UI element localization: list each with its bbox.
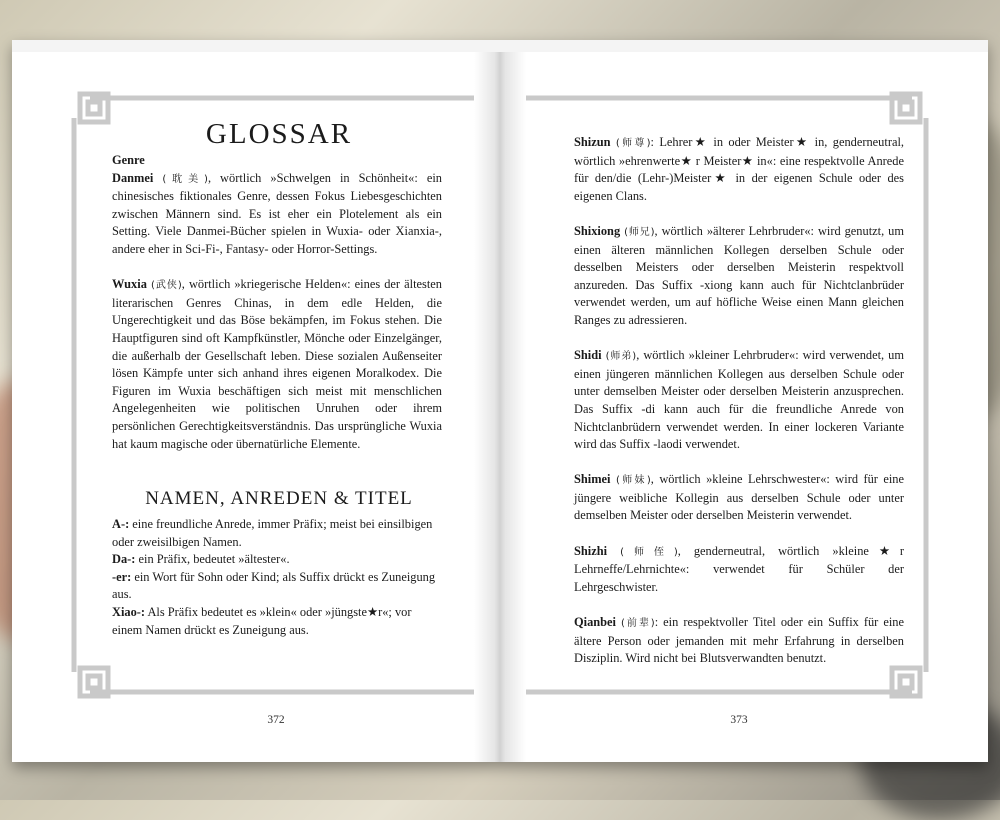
affix-entry-a: A-: eine freundliche Anrede, immer Präfix; meist bei einsilbigen oder zweisilbigen Namen. bbox=[112, 517, 433, 549]
affix-entry-da: Da-: ein Präfix, bedeutet »ältester«. bbox=[112, 552, 290, 567]
page-number-left: 372 bbox=[267, 714, 285, 726]
glossary-entry-wuxia: Wuxia (武侠), wörtlich »kriegerische Helden«: eines der ältesten literarischen Genres Chinas, in dem edle Helden, die Ungerechtigkeit und das Böse bekämpfen, im Fokus stehen. Die Hauptfiguren sind oft Kampfkünstler, Mönche oder Einzelgänger, die außerhalb der Gesellschaft leben. Diese sozialen Außenseiter lösen Kämpfe unter sich anhand ihres eigenen Moralkodex. Die Figuren im Wuxia beschäftigen sich meist mit menschlichen Angelegenheiten wie politischen Unruhen oder ihrem persönlichen Gerechtigkeitsverständnis. Das ursprüngliche Wuxia hat kaum magische oder übernatürliche Elemente. bbox=[112, 277, 442, 451]
open-book bbox=[12, 40, 988, 762]
glossary-entry-shizun: Shizun (师尊): Lehrer★ in oder Meister★ in, genderneutral, wörtlich »ehrenwerte★ r Meister★ in«: eine respektvolle Anrede für den/die (Lehr-)Meister★ in der eigenen Schule oder des eigenen Clans. bbox=[574, 135, 904, 203]
right-glossary bbox=[574, 134, 904, 668]
glossary-entry-shidi: Shidi (师弟), wörtlich »kleiner Lehrbruder«: wird verwendet, um einen jüngeren männlichen Kollegen aus derselben Schule oder unter demselben Meister oder derselben Meisterin anzusprechen. Das Suffix -di kann auch für die freundliche Anrede von Nichtclanbrüdern verwendet werden. In einer lockeren Variante wird das Suffix -laodi verwendet. bbox=[574, 348, 904, 452]
glossary-entry-qianbei: Qianbei (前辈): ein respektvoller Titel oder ein Suffix für eine ältere Person oder jemanden mit mehr Erfahrung in derselben Disziplin. Wird nicht bei Blutsverwandten benutzt. bbox=[574, 615, 904, 666]
page-number-right: 373 bbox=[730, 714, 748, 726]
affix-entry-xiao: Xiao-: Als Präfix bedeutet es »klein« oder »jüngste★r«; vor einem Namen drückt es Zuneigung aus. bbox=[112, 604, 412, 637]
genre-section bbox=[112, 152, 442, 453]
genre-heading: Genre bbox=[112, 153, 145, 167]
affix-list bbox=[112, 516, 442, 639]
glossary-entry-shimei: Shimei (师妹), wörtlich »kleine Lehrschwester«: wird für eine jüngere weibliche Kollegin aus derselben Schule oder unter demselben Meister oder derselben Meisterin verwendet. bbox=[574, 472, 904, 523]
section-heading: NAMEN, ANREDEN & TITEL bbox=[145, 488, 413, 509]
glossary-entry-shixiong: Shixiong (师兄), wörtlich »älterer Lehrbruder«: wird genutzt, um einen älteren männlichen Kollegen derselben Schule oder desselben Meisters oder derselben Meisterin respektvoll anzureden. Das Suffix -xiong kann auch für Nichtclanbrüder verwendet werden, um auf höfliche Weise einen Mann gleichen Ranges zu adressieren. bbox=[574, 223, 904, 327]
affix-entry-er: -er: ein Wort für Sohn oder Kind; als Suffix drückt es Zuneigung aus. bbox=[112, 569, 436, 602]
glossary-entry-danmei: Danmei (耽美), wörtlich »Schwelgen in Schönheit«: ein chinesisches fiktionales Genre, dessen Fokus Liebesgeschichten zwischen Männern sind. Es ist eher ein Plotelement als ein Setting. Viele Danmei-Bücher spielen in Wuxia- oder Xianxia-, andere eher in Sci-Fi-, Fantasy- oder Horror-Settings. bbox=[112, 170, 442, 256]
glossary-entry-shizhi: Shizhi (师侄), genderneutral, wörtlich »kleine★r Lehrneffe/Lehrnichte«: verwendet für Schüler der Lehrgeschwister. bbox=[574, 543, 904, 594]
page-title: GLOSSAR bbox=[205, 118, 353, 150]
